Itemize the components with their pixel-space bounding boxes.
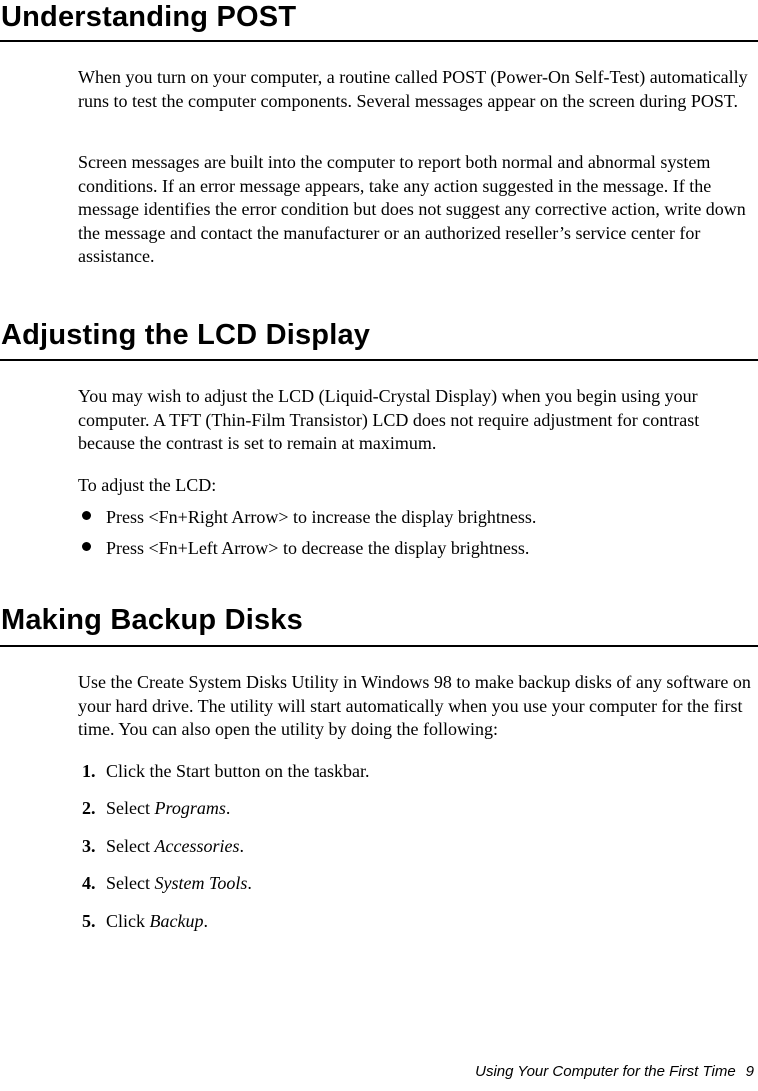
step-text: Select Programs. xyxy=(106,798,231,818)
bullet-icon xyxy=(82,511,91,520)
step-number: 2. xyxy=(82,798,96,818)
lcd-intro-paragraph: You may wish to adjust the LCD (Liquid-Crystal Display) when you begin using your computer. A TFT (Thin-Film Transistor) LCD does not require adjustment for contrast because the contrast is set to remain at maximum. xyxy=(78,386,700,454)
page-footer xyxy=(475,1063,754,1081)
section-title-adjusting-lcd: Adjusting the LCD Display xyxy=(1,319,371,351)
bullet-icon xyxy=(82,542,91,551)
menu-item-name: Accessories xyxy=(154,836,240,856)
backup-intro-paragraph: Use the Create System Disks Utility in Windows 98 to make backup disks of any software on your hard drive. The utility will start automatically when you use your computer for the first time. You can also open the utility by doing the following: xyxy=(78,672,751,740)
post-intro-paragraph: When you turn on your computer, a routine called POST (Power-On Self-Test) automatically runs to test the computer components. Several messages appear on the screen during POST. xyxy=(78,67,748,111)
step-number: 1. xyxy=(82,761,96,781)
bullet-text: Press <Fn+Left Arrow> to decrease the display brightness. xyxy=(106,538,530,558)
post-messages-paragraph: Screen messages are built into the computer to report both normal and abnormal system conditions. If an error message appears, take any action suggested in the message. If the message identifies the error condition but does not suggest any corrective action, write down the message and contact the manufacturer or an authorized reseller’s service center for assistance. xyxy=(78,152,746,267)
step-text: Click the Start button on the taskbar. xyxy=(106,761,370,781)
section-title-making-backup-disks: Making Backup Disks xyxy=(1,604,303,636)
step-text: Select System Tools. xyxy=(106,873,252,893)
step-number: 5. xyxy=(82,911,96,931)
menu-item-name: System Tools xyxy=(154,873,248,893)
menu-item-name: Programs xyxy=(154,798,226,818)
step-text: Click Backup. xyxy=(106,911,208,931)
lcd-instructions-lead: To adjust the LCD: xyxy=(78,475,217,495)
section-title-understanding-post: Understanding POST xyxy=(1,1,297,33)
section-divider xyxy=(0,40,758,42)
step-text: Select Accessories. xyxy=(106,836,244,856)
page-number: 9 xyxy=(745,1063,754,1080)
section-divider xyxy=(0,645,758,647)
step-number: 3. xyxy=(82,836,96,856)
section-divider xyxy=(0,359,758,361)
bullet-text: Press <Fn+Right Arrow> to increase the display brightness. xyxy=(106,507,537,527)
step-number: 4. xyxy=(82,873,96,893)
menu-item-name: Backup xyxy=(149,911,204,931)
footer-chapter-title: Using Your Computer for the First Time xyxy=(475,1063,736,1080)
